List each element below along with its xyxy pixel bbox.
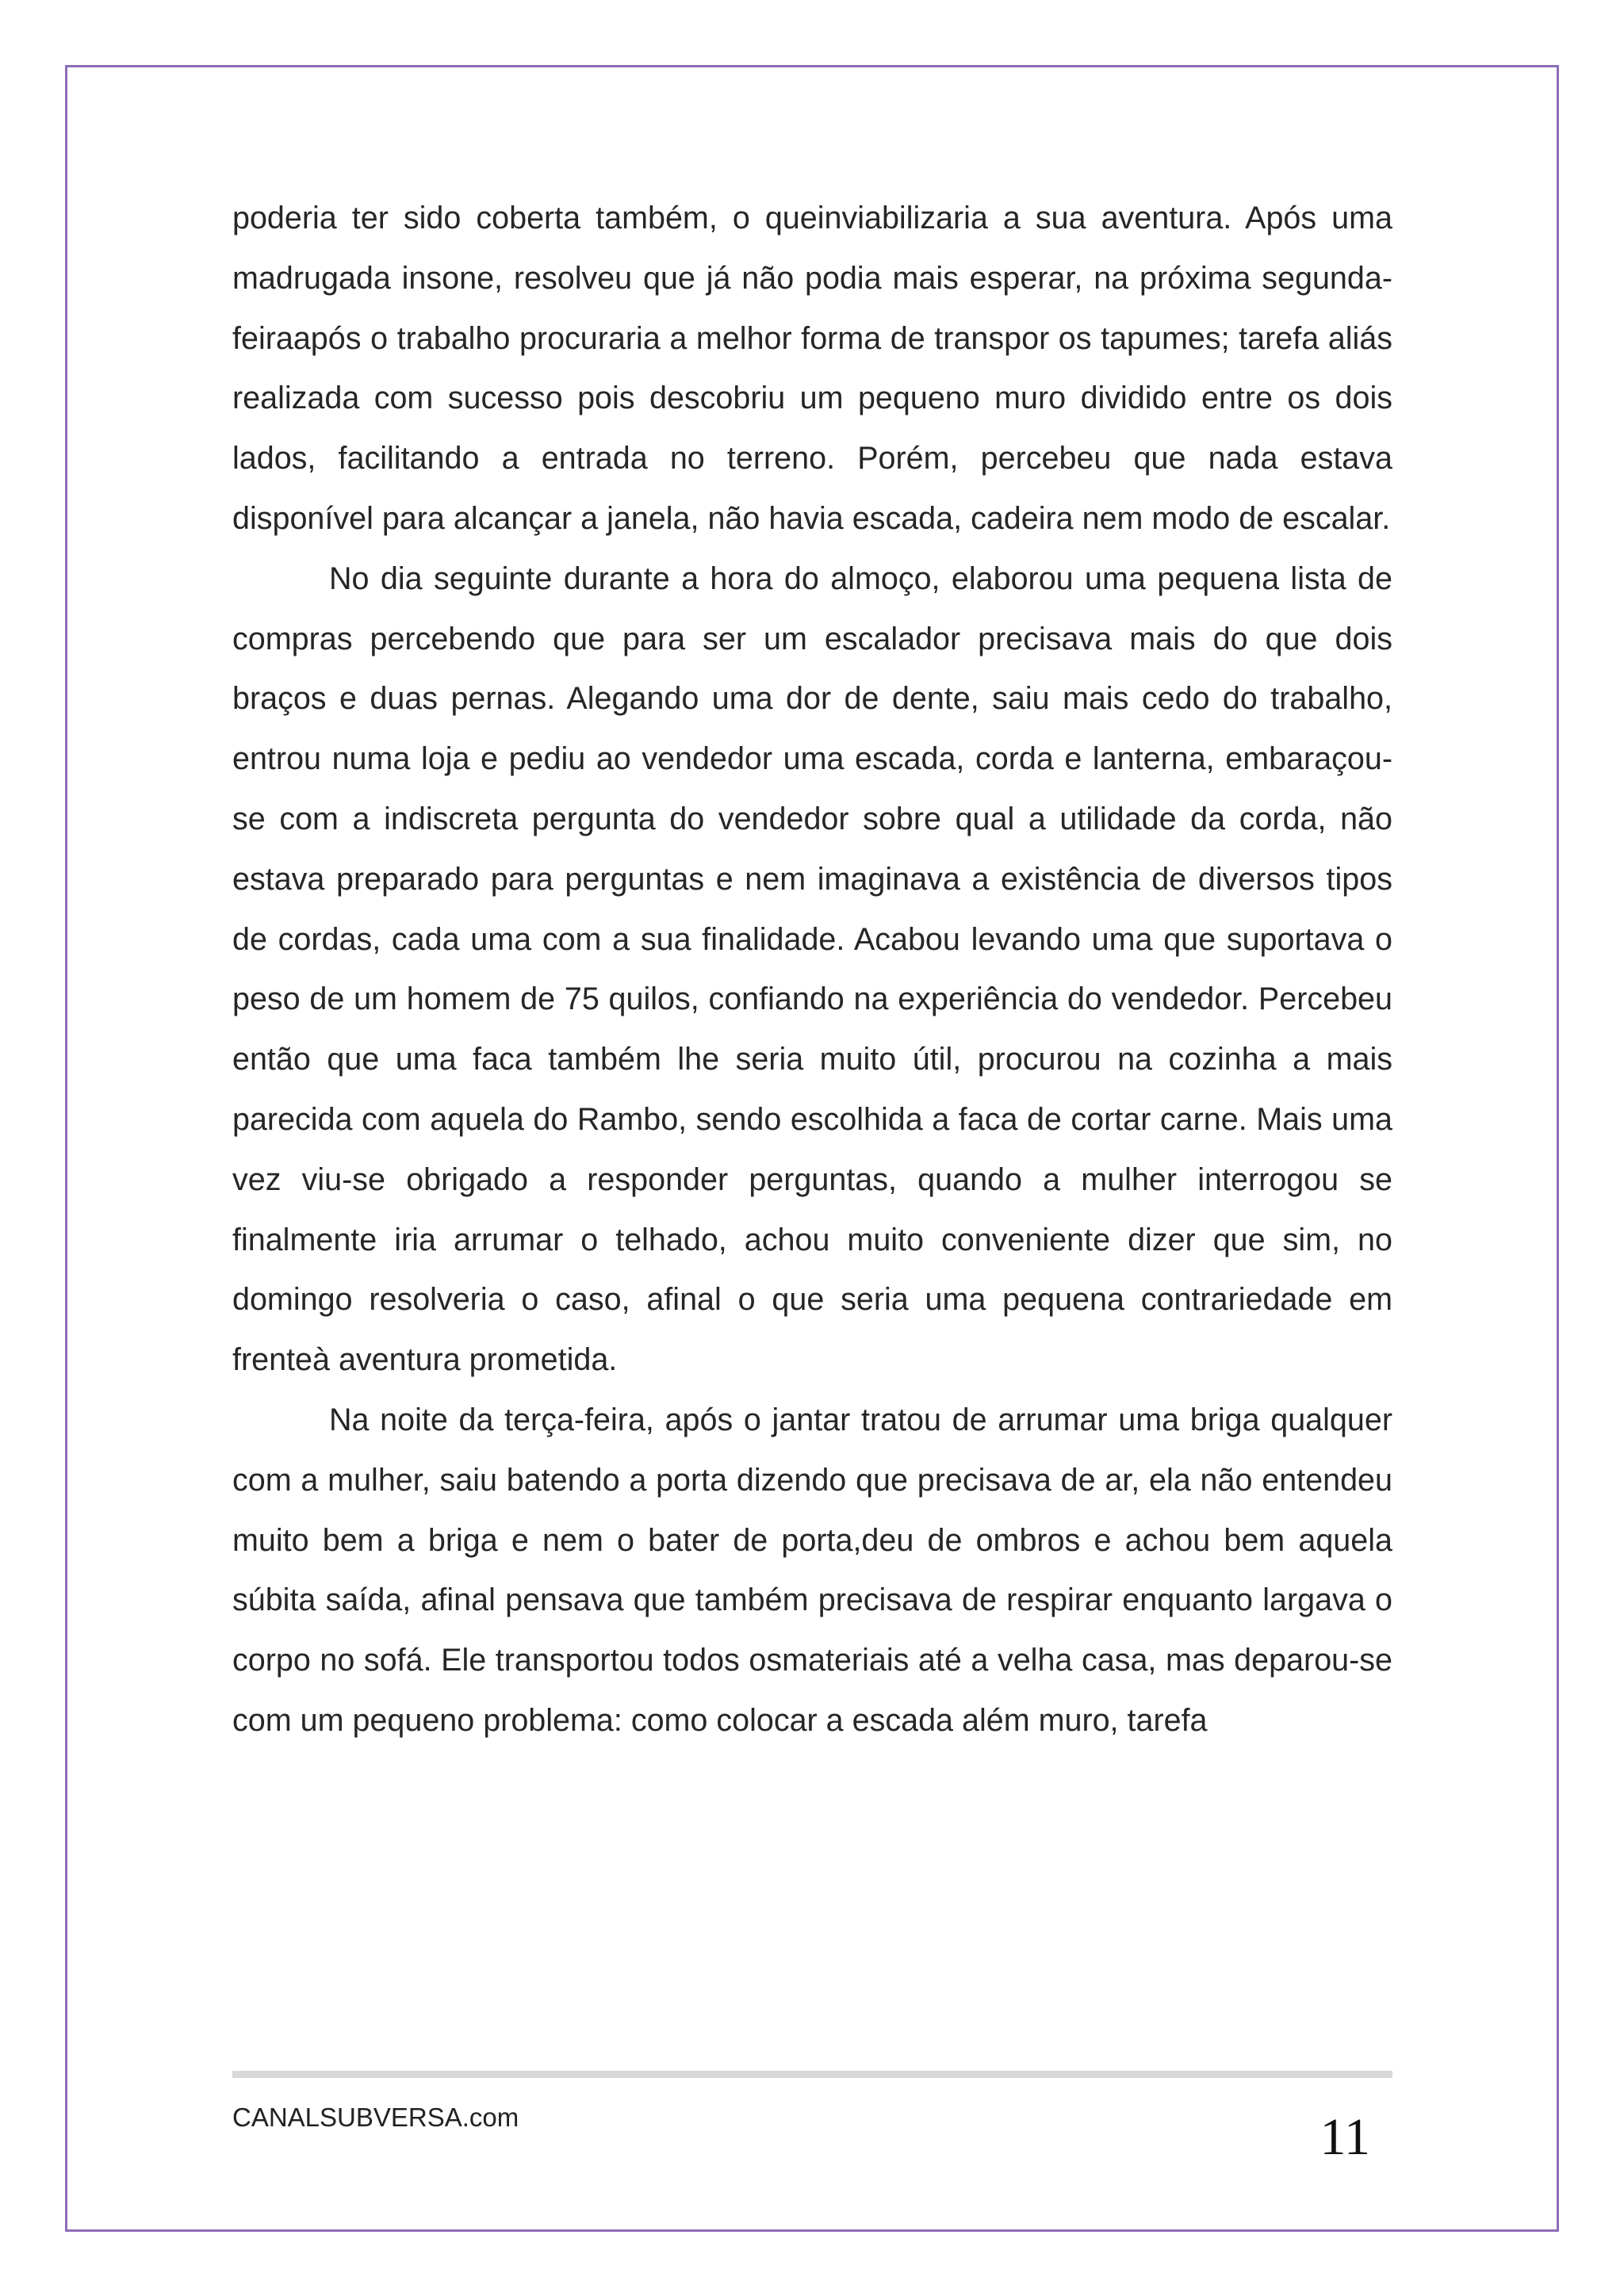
page-number: 11 (1320, 2108, 1370, 2166)
footer-site-name: CANALSUBVERSA.com (232, 2103, 519, 2132)
paragraph-3: Na noite da terça-feira, após o jantar tratou de arrumar uma briga qualquer com a mulher, saiu batendo a porta dizendo que precisava de ar, ela não entendeu muito bem a briga e nem o bater de porta,deu de ombros e achou bem aquela súbita saída, afinal pensava que também precisava de respirar enquanto largava o corpo no sofá. Ele transportou todos osmateriais até a velha casa, mas deparou-se com um pequeno problema: como colocar a escada além muro, tarefa (232, 1402, 1392, 1738)
paragraph-1: poderia ter sido coberta também, o queinviabilizaria a sua aventura. Após uma madrugada insone, resolveu que já não podia mais esperar, na próxima segunda-feiraapós o trabalho procuraria a melhor forma de transpor os tapumes; tarefa aliás realizada com sucesso pois descobriu um pequeno muro dividido entre os dois lados, facilitando a entrada no terreno. Porém, percebeu que nada estava disponível para alcançar a janela, não havia escada, cadeira nem modo de escalar. (232, 201, 1392, 536)
footer-divider (232, 2071, 1392, 2078)
paragraph-2: No dia seguinte durante a hora do almoço, elaborou uma pequena lista de compras percebendo que para ser um escalador precisava mais do que dois braços e duas pernas. Alegando uma dor de dente, saiu mais cedo do trabalho, entrou numa loja e pediu ao vendedor uma escada, corda e lanterna, embaraçou-se com a indiscreta pergunta do vendedor sobre qual a utilidade da corda, não estava preparado para perguntas e nem imaginava a existência de diversos tipos de cordas, cada uma com a sua finalidade. Acabou levando uma que suportava o peso de um homem de 75 quilos, confiando na experiência do vendedor. Percebeu então que uma faca também lhe seria muito útil, procurou na cozinha a mais parecida com aquela do Rambo, sendo escolhida a faca de cortar carne. Mais uma vez viu-se obrigado a responder perguntas, quando a mulher interrogou se finalmente iria arrumar o telhado, achou muito conveniente dizer que sim, no domingo resolveria o caso, afinal o que seria uma pequena contrariedade em frenteà aventura prometida. (232, 561, 1392, 1378)
body-text (232, 189, 1392, 1751)
